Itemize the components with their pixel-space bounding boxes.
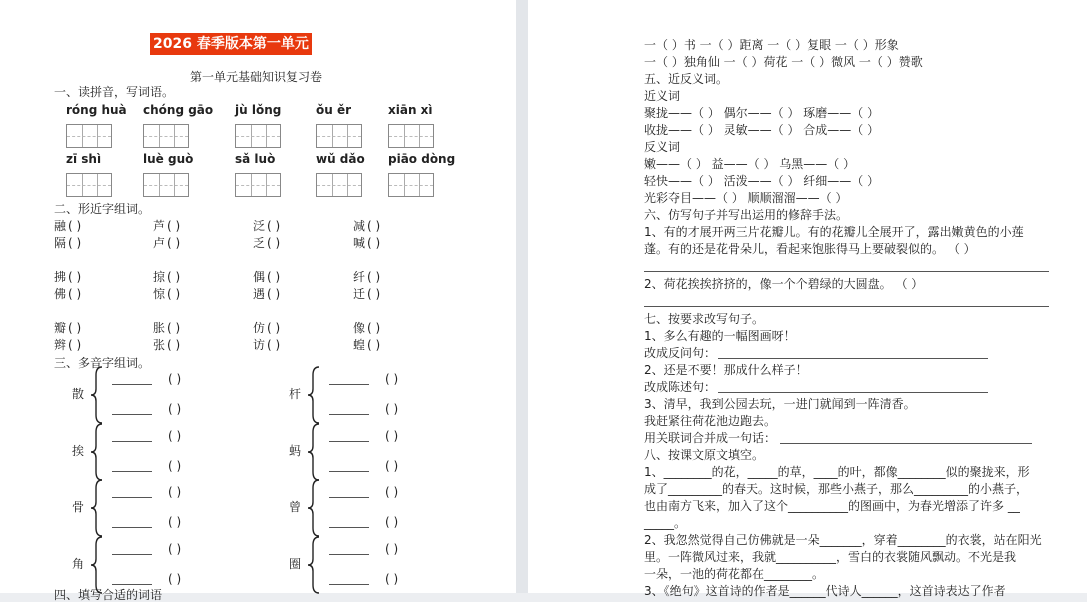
answer-line (329, 497, 369, 498)
paren-blank: ( ) (68, 338, 82, 352)
answer-line (329, 414, 369, 415)
paren-blank: ( ) (167, 338, 181, 352)
left-document-page (0, 0, 516, 602)
similar-char: 瓣 (54, 321, 67, 335)
answer-line (112, 471, 152, 472)
synonym-row-1: 聚拢——（ ） 偶尔——（ ） 琢磨——（ ） (644, 106, 880, 120)
pinyin-label: wǔ dǎo (316, 152, 365, 166)
q8-1-line-b: 成了_________的春天。这时候，那些小燕子，那么_________的小燕子， (644, 482, 1029, 496)
paren-blank: ( ) (267, 287, 281, 301)
similar-char: 辫 (54, 338, 67, 352)
answer-line (112, 497, 152, 498)
synonym-row-2: 收拢——（ ） 灵敏——（ ） 合成——（ ） (644, 123, 880, 137)
paren-blank: ( ) (167, 321, 181, 335)
writing-grid (235, 173, 281, 197)
edition-badge: 2026 春季版本第一单元 (150, 33, 312, 55)
writing-grid (66, 173, 112, 197)
q7-3-sentence-2: 我赶紧往荷花池边跑去。 (644, 414, 777, 428)
section-5-heading: 五、近反义词。 (644, 72, 729, 86)
q8-2-line-b: 里。一阵微风过来，我就__________，雪白的衣裳随风飘动。不光是我 (644, 550, 1017, 564)
writing-grid (235, 124, 281, 148)
similar-char: 像 (353, 321, 366, 335)
paren-blank: ( ) (167, 236, 181, 250)
answer-line (112, 384, 152, 385)
similar-char: 迁 (353, 287, 366, 301)
answer-line (329, 554, 369, 555)
writing-grid (143, 173, 189, 197)
similar-char: 惊 (153, 287, 166, 301)
pinyin-label: piāo dòng (388, 152, 456, 166)
polyphone-char: 曾 (289, 500, 302, 514)
similar-char: 掠 (153, 270, 166, 284)
brace-icon (307, 422, 321, 482)
polyphone-char: 杆 (289, 387, 302, 401)
page-gutter (516, 0, 528, 593)
section-3-heading: 三、多音字组词。 (54, 356, 151, 370)
brace-icon (90, 535, 104, 595)
q6-1-line-a: 1、有的才展开两三片花瓣儿。有的花瓣儿全展开了，露出嫩黄色的小莲 (644, 225, 1024, 239)
antonym-label: 反义词 (644, 140, 681, 154)
similar-char: 访 (253, 338, 266, 352)
paren-blank: ( ) (367, 236, 381, 250)
right-document-page (528, 0, 1087, 598)
paren-blank: ( ) (168, 485, 182, 499)
pinyin-label: ǒu ěr (316, 103, 352, 117)
section-7-heading: 七、按要求改写句子。 (644, 312, 765, 326)
answer-line (329, 471, 369, 472)
paren-blank: ( ) (367, 338, 381, 352)
answer-line (329, 441, 369, 442)
brace-icon (307, 535, 321, 595)
answer-line (644, 306, 1049, 307)
writing-grid (388, 124, 434, 148)
polyphone-char: 散 (72, 387, 85, 401)
pinyin-label: jù lǒng (235, 103, 282, 117)
similar-char: 胀 (153, 321, 166, 335)
page-title: 第一单元基础知识复习卷 (190, 70, 323, 84)
q8-1-line-a: 1、________的花，_____的草，____的叶，都像________似的聚拢来，形 (644, 465, 1030, 479)
paren-blank: ( ) (167, 270, 181, 284)
paren-blank: ( ) (385, 372, 399, 386)
answer-line (112, 414, 152, 415)
pinyin-label: zī shì (66, 152, 102, 166)
pinyin-label: chóng gāo (143, 103, 214, 117)
measure-word-row-1: 一（ ）书 一（ ）距离 一（ ）复眼 一（ ）形象 (644, 38, 899, 52)
similar-char: 融 (54, 219, 67, 233)
paren-blank: ( ) (168, 402, 182, 416)
synonym-label: 近义词 (644, 89, 681, 103)
paren-blank: ( ) (385, 459, 399, 473)
paren-blank: ( ) (385, 429, 399, 443)
answer-line (329, 584, 369, 585)
answer-line (780, 443, 1032, 444)
paren-blank: ( ) (168, 542, 182, 556)
similar-char: 张 (153, 338, 166, 352)
paren-blank: ( ) (385, 542, 399, 556)
paren-blank: ( ) (367, 287, 381, 301)
similar-char: 遇 (253, 287, 266, 301)
similar-char: 芦 (153, 219, 166, 233)
polyphone-char: 挨 (72, 444, 85, 458)
section-2-heading: 二、形近字组词。 (54, 202, 151, 216)
pinyin-label: róng huà (66, 103, 127, 117)
paren-blank: ( ) (68, 321, 82, 335)
q7-1: 1、多么有趣的一幅图画呀！ (644, 329, 796, 343)
paren-blank: ( ) (267, 236, 281, 250)
brace-icon (307, 365, 321, 425)
q8-2-line-a: 2、我忽然觉得自己仿佛就是一朵_______，穿着________的衣裳，站在阳光 (644, 533, 1042, 547)
answer-line (329, 384, 369, 385)
q6-1-line-b: 蓬。有的还是花骨朵儿，看起来饱胀得马上要破裂似的。 （ ） (644, 242, 976, 256)
q8-2-line-c: 一朵，一池的荷花都在________。 (644, 567, 825, 581)
answer-line (718, 358, 988, 359)
paren-blank: ( ) (168, 429, 182, 443)
antonym-row-1: 嫩——（ ） 益——（ ） 乌黑——（ ） (644, 157, 856, 171)
similar-char: 拂 (54, 270, 67, 284)
similar-char: 减 (353, 219, 366, 233)
q7-1-prompt: 改成反问句： (644, 346, 717, 360)
q7-2: 2、还是不要！那成什么样子！ (644, 363, 808, 377)
paren-blank: ( ) (385, 402, 399, 416)
writing-grid (316, 124, 362, 148)
paren-blank: ( ) (267, 338, 281, 352)
section-8-heading: 八、按课文原文填空。 (644, 448, 765, 462)
paren-blank: ( ) (385, 572, 399, 586)
paren-blank: ( ) (168, 515, 182, 529)
brace-icon (90, 365, 104, 425)
answer-line (112, 441, 152, 442)
writing-grid (66, 124, 112, 148)
similar-char: 乏 (253, 236, 266, 250)
section-6-heading: 六、仿写句子并写出运用的修辞手法。 (644, 208, 849, 222)
writing-grid (316, 173, 362, 197)
similar-char: 喊 (353, 236, 366, 250)
paren-blank: ( ) (68, 236, 82, 250)
similar-char: 偶 (253, 270, 266, 284)
polyphone-char: 圈 (289, 557, 302, 571)
paren-blank: ( ) (168, 572, 182, 586)
paren-blank: ( ) (167, 287, 181, 301)
antonym-row-3: 光彩夺目——（ ） 顺顺溜溜——（ ） (644, 191, 848, 205)
similar-char: 泛 (253, 219, 266, 233)
section-1-heading: 一、读拼音，写词语。 (54, 85, 175, 99)
q7-2-prompt: 改成陈述句： (644, 380, 717, 394)
section-4-heading: 四、填写合适的词语 (54, 588, 163, 602)
writing-grid (143, 124, 189, 148)
q8-1-line-c: 也由南方飞来，加入了这个__________的图画中，为春光增添了许多 __ (644, 499, 1020, 513)
similar-char: 纤 (353, 270, 366, 284)
paren-blank: ( ) (367, 321, 381, 335)
brace-icon (307, 478, 321, 538)
answer-line (644, 271, 1049, 272)
q7-3-prompt: 用关联词合并成一句话： (644, 431, 777, 445)
q6-2: 2、荷花挨挨挤挤的，像一个个碧绿的大圆盘。 （ ） (644, 277, 924, 291)
brace-icon (90, 478, 104, 538)
antonym-row-2: 轻快——（ ） 活泼——（ ） 纤细——（ ） (644, 174, 880, 188)
pinyin-label: luè guò (143, 152, 194, 166)
similar-char: 蝗 (353, 338, 366, 352)
q8-1-line-d: _____。 (644, 516, 687, 530)
answer-line (112, 584, 152, 585)
paren-blank: ( ) (385, 515, 399, 529)
measure-word-row-2: 一（ ）独角仙 一（ ）荷花 一（ ）微风 一（ ）赞歌 (644, 55, 923, 69)
pinyin-label: sǎ luò (235, 152, 276, 166)
polyphone-char: 角 (72, 557, 85, 571)
similar-char: 隔 (54, 236, 67, 250)
similar-char: 卢 (153, 236, 166, 250)
paren-blank: ( ) (267, 270, 281, 284)
answer-line (329, 527, 369, 528)
paren-blank: ( ) (68, 219, 82, 233)
paren-blank: ( ) (267, 219, 281, 233)
paren-blank: ( ) (267, 321, 281, 335)
pinyin-label: xiān xì (388, 103, 433, 117)
paren-blank: ( ) (168, 459, 182, 473)
paren-blank: ( ) (385, 485, 399, 499)
polyphone-char: 骨 (72, 500, 85, 514)
paren-blank: ( ) (367, 219, 381, 233)
answer-line (112, 554, 152, 555)
paren-blank: ( ) (168, 372, 182, 386)
writing-grid (388, 173, 434, 197)
paren-blank: ( ) (167, 219, 181, 233)
polyphone-char: 蚂 (289, 444, 302, 458)
answer-line (112, 527, 152, 528)
paren-blank: ( ) (68, 270, 82, 284)
q8-3-line: 3、《绝句》这首诗的作者是______代诗人______，这首诗表达了作者 (644, 584, 1006, 598)
similar-char: 佛 (54, 287, 67, 301)
paren-blank: ( ) (367, 270, 381, 284)
brace-icon (90, 422, 104, 482)
paren-blank: ( ) (68, 287, 82, 301)
similar-char: 仿 (253, 321, 266, 335)
answer-line (718, 392, 988, 393)
q7-3: 3、清早，我到公园去玩，一进门就闻到一阵清香。 (644, 397, 916, 411)
